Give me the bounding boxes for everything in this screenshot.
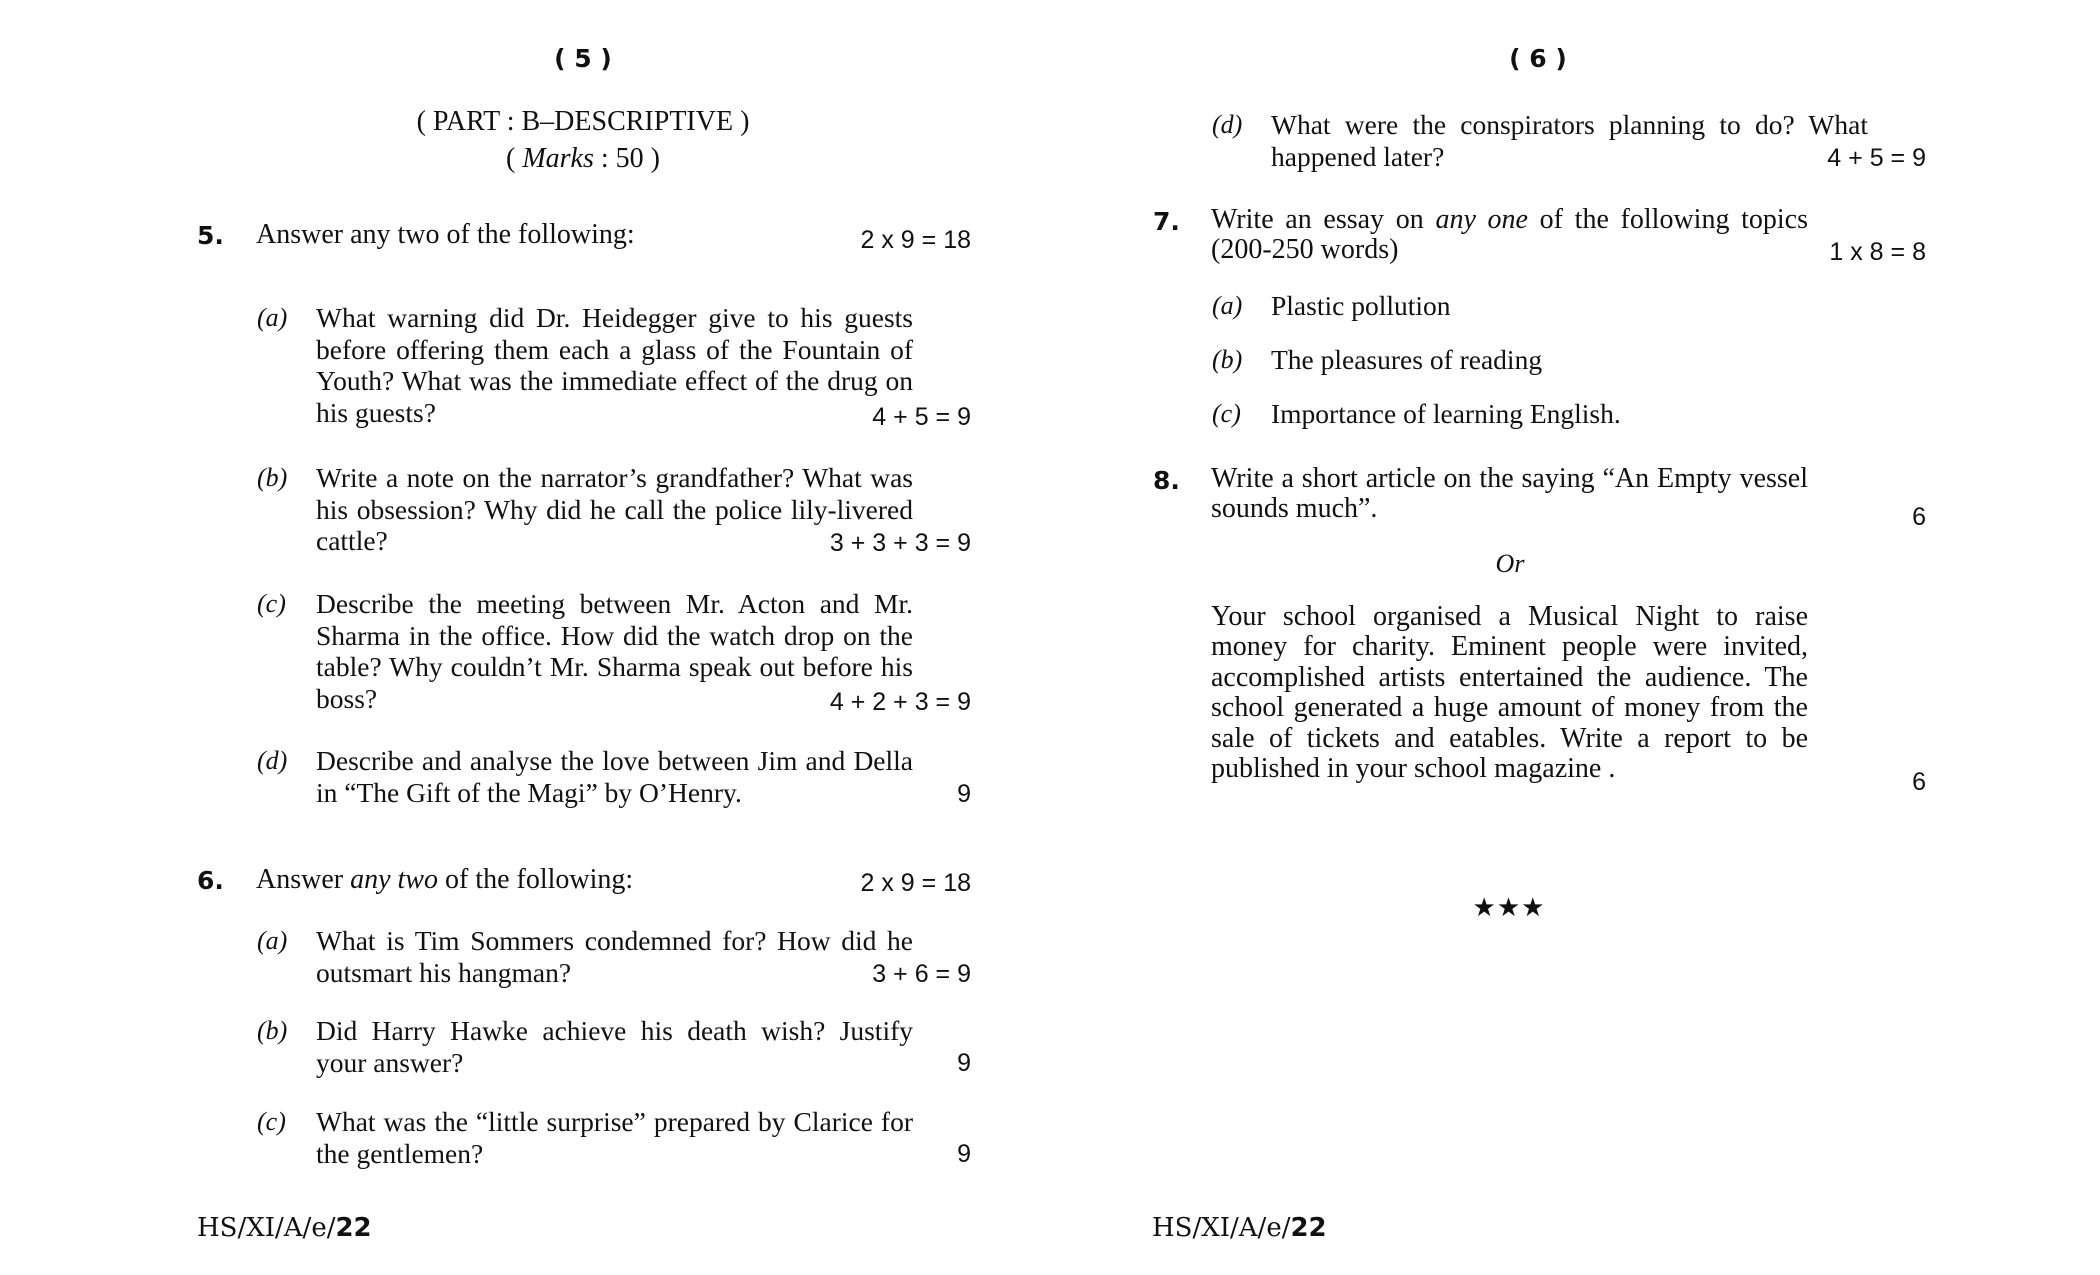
sub-label: (d)	[1212, 110, 1243, 139]
sub-question-text: What warning did Dr. Heidegger give to his guests before offering them each a glass of the Fountain of Youth? What was the immediate effect of the drug on his guests?	[316, 302, 913, 428]
question-marks: 6	[1912, 503, 1926, 531]
page-number: ( 6 )	[1509, 44, 1567, 73]
or-separator: Or	[1495, 549, 1525, 578]
question-marks: 2 x 9 = 18	[860, 869, 971, 897]
sub-question-marks: 3 + 3 + 3 = 9	[829, 529, 971, 557]
paper-code-footer: HS/XI/A/e/22	[197, 1213, 372, 1243]
sub-question-marks: 9	[957, 1049, 971, 1077]
question-text: Write a short article on the saying “An Empty vessel sounds much”.	[1211, 463, 1808, 524]
sub-label: (b)	[257, 1016, 288, 1045]
sub-question-marks: 4 + 5 = 9	[872, 403, 971, 431]
sub-label: (c)	[1212, 399, 1241, 428]
sub-label: (c)	[257, 1107, 286, 1136]
alternative-question-marks: 6	[1912, 768, 1926, 796]
sub-question-marks: 4 + 5 = 9	[1827, 144, 1926, 172]
end-of-paper-stars: ★★★	[1472, 893, 1546, 923]
essay-topic: Plastic pollution	[1271, 290, 1451, 321]
essay-topic: The pleasures of reading	[1271, 344, 1543, 375]
paper-code-footer: HS/XI/A/e/22	[1152, 1213, 1327, 1243]
sub-label: (d)	[257, 746, 288, 775]
sub-question-text: Write a note on the narrator’s grandfather? What was his obsession? Why did he call the police lily-livered cattle?	[316, 462, 913, 556]
sub-label: (b)	[1212, 345, 1243, 374]
sub-question-marks: 3 + 6 = 9	[872, 960, 971, 988]
sub-question-marks: 9	[957, 1140, 971, 1168]
sub-question-text: What were the conspirators planning to do? What happened later?	[1271, 109, 1868, 172]
question-text: Answer any two of the following:	[256, 219, 635, 250]
question-text: Answer any two of the following:	[256, 864, 634, 895]
sub-question-text: Did Harry Hawke achieve his death wish? Justify your answer?	[316, 1015, 913, 1078]
question-marks: 2 x 9 = 18	[860, 226, 971, 254]
sub-label: (c)	[257, 589, 286, 618]
part-heading: ( PART : B–DESCRIPTIVE )	[416, 106, 750, 137]
sub-question-marks: 4 + 2 + 3 = 9	[829, 688, 971, 716]
question-number: 5.	[197, 221, 224, 250]
sub-question-text: What is Tim Sommers condemned for? How did he outsmart his hangman?	[316, 925, 913, 988]
essay-topic: Importance of learning English.	[1271, 398, 1621, 429]
sub-label: (a)	[257, 303, 288, 332]
question-number: 8.	[1153, 466, 1180, 495]
sub-label: (b)	[257, 463, 288, 492]
sub-question-text: Describe and analyse the love between Jim and Della in “The Gift of the Magi” by O’Henry.	[316, 745, 913, 808]
sub-question-text: Describe the meeting between Mr. Acton and Mr. Sharma in the office. How did the watch drop on the table? Why couldn’t Mr. Sharma speak out before his boss?	[316, 588, 913, 714]
marks-heading: ( Marks : 50 )	[506, 143, 660, 174]
sub-question-text: What was the “little surprise” prepared by Clarice for the gentlemen?	[316, 1106, 913, 1169]
question-number: 7.	[1153, 207, 1180, 236]
alternative-question-text: Your school organised a Musical Night to raise money for charity. Eminent people were invited, accomplished artists entertained the audience. The school generated a huge amount of money from the sale of tickets and eatables. Write a report to be published in your school magazine .	[1211, 601, 1808, 785]
question-marks: 1 x 8 = 8	[1829, 238, 1926, 266]
sub-label: (a)	[257, 926, 288, 955]
question-text: Write an essay on any one of the following topics (200-250 words)	[1211, 204, 1809, 265]
question-number: 6.	[197, 866, 224, 895]
sub-question-marks: 9	[957, 780, 971, 808]
sub-label: (a)	[1212, 291, 1243, 320]
page-number: ( 5 )	[554, 44, 612, 73]
